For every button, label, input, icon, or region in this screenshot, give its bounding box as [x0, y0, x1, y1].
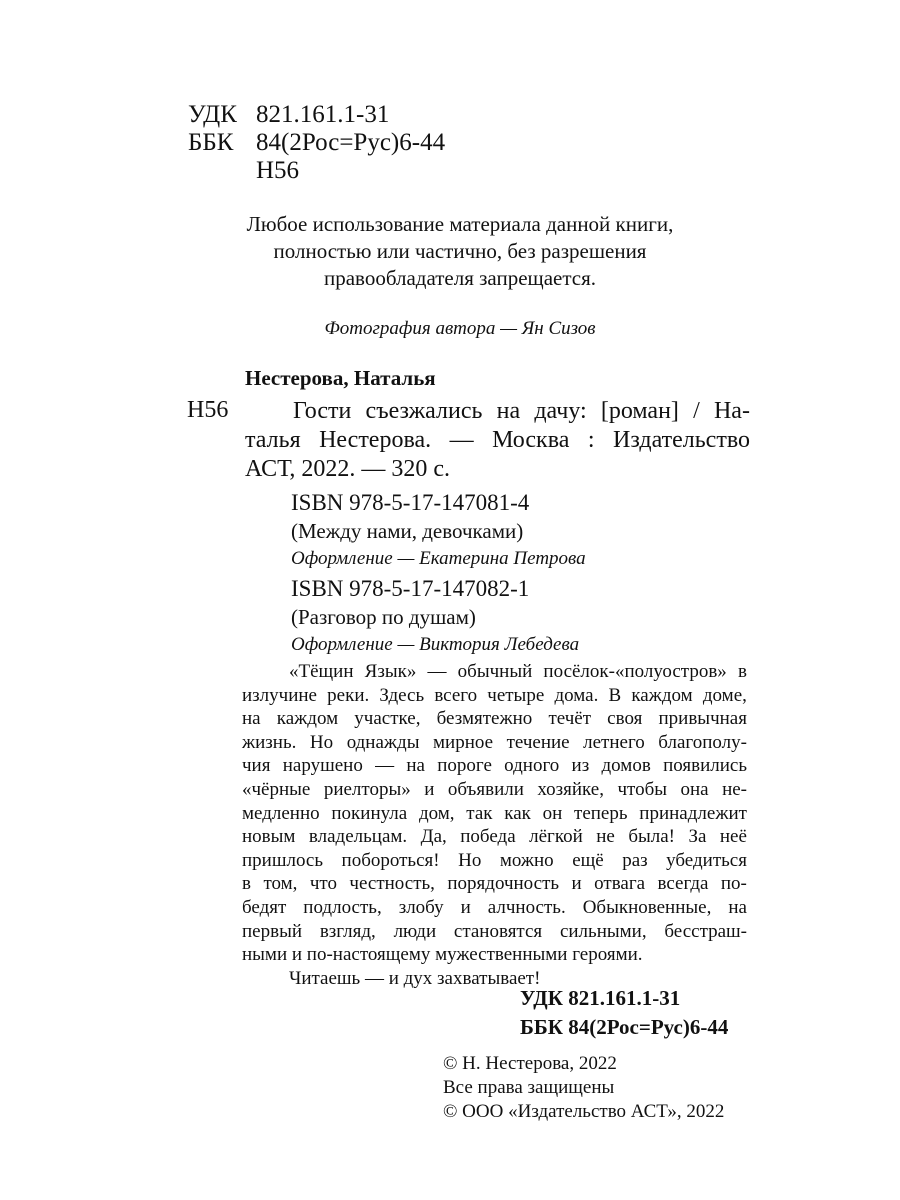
isbn: ISBN 978-5-17-147082-1	[291, 576, 530, 601]
bib-line: АСТ, 2022. — 320 с.	[245, 456, 451, 482]
bib-line: Гости съезжались на дачу: [роман] / На-	[293, 398, 750, 424]
udk-value: 821.161.1-31	[256, 101, 390, 128]
author-mark: Н56	[256, 157, 300, 184]
annotation	[242, 660, 747, 990]
annotation-line: «Тёщин Язык» — обычный посёлок-«полуостров» в	[289, 661, 747, 682]
copyright-line: Все права защищены	[443, 1077, 615, 1098]
annotation-line: на каждом участке, безмятежно течёт своя привычная	[242, 708, 747, 730]
imprint-bbk: ББК 84(2Рос=Рус)6-44	[520, 1015, 729, 1039]
annotation-line: бедят подлость, злобу и алчность. Обыкновенные, на	[242, 896, 747, 918]
notice-line: правообладателя запрещается.	[323, 266, 596, 290]
bbk-value: 84(2Рос=Рус)6-44	[256, 129, 446, 156]
bbk-label: ББК	[188, 129, 234, 156]
copyright-line: © Н. Нестерова, 2022	[443, 1053, 617, 1074]
copyright-block	[443, 1052, 724, 1124]
isbn: ISBN 978-5-17-147081-4	[291, 490, 530, 515]
design-credit: Оформление — Екатерина Петрова	[291, 548, 586, 569]
edition-1	[291, 489, 586, 573]
annotation-line: первый взгляд, люди становятся сильными, бесстраш-	[242, 920, 747, 942]
annotation-line: новым владельцам. Да, победа лёгкой не была! За неё	[242, 826, 747, 848]
bbk-row	[188, 129, 445, 157]
udk-row	[188, 101, 445, 129]
imprint-udk: УДК 821.161.1-31	[520, 986, 681, 1010]
bib-author: Нестерова, Наталья	[245, 366, 436, 390]
bib-code: Н56	[187, 397, 229, 423]
annotation-closing: Читаешь — и дух захватывает!	[289, 967, 541, 989]
annotation-line: пришлось побороться! Но можно ещё раз убедиться	[242, 849, 747, 871]
classification-codes	[188, 101, 445, 185]
notice-line: полностью или частично, без разрешения	[273, 239, 647, 263]
bib-line: талья Нестерова. — Москва : Издательство	[245, 427, 750, 453]
annotation-line: медленно покинула дом, так как он теперь принадлежит	[242, 802, 747, 824]
annotation-line: «чёрные риелторы» и объявили хозяйке, чтобы она не-	[242, 778, 747, 800]
series-name: (Между нами, девочками)	[291, 519, 524, 543]
annotation-line: чия нарушено — на пороге одного из домов появились	[242, 755, 747, 777]
photo-credit: Фотография автора — Ян Сизов	[324, 318, 596, 339]
udk-label: УДК	[188, 101, 237, 128]
series-name: (Разговор по душам)	[291, 605, 476, 629]
annotation-line: жизнь. Но однажды мирное течение летнего благополу-	[242, 731, 747, 753]
edition-2	[291, 575, 579, 659]
annotation-line: ными и по-настоящему мужественными героями.	[242, 944, 643, 966]
author-mark-row	[188, 157, 445, 185]
annotation-line: в том, что честность, порядочность и отвага всегда по-	[242, 873, 747, 895]
copyright-line: © ООО «Издательство АСТ», 2022	[443, 1101, 725, 1122]
imprint-codes	[520, 984, 728, 1042]
notice-line: Любое использование материала данной книги,	[246, 212, 674, 236]
design-credit: Оформление — Виктория Лебедева	[291, 634, 580, 655]
bib-description	[245, 397, 750, 484]
annotation-line: излучине реки. Здесь всего четыре дома. В каждом доме,	[242, 684, 747, 706]
usage-notice	[180, 211, 740, 292]
